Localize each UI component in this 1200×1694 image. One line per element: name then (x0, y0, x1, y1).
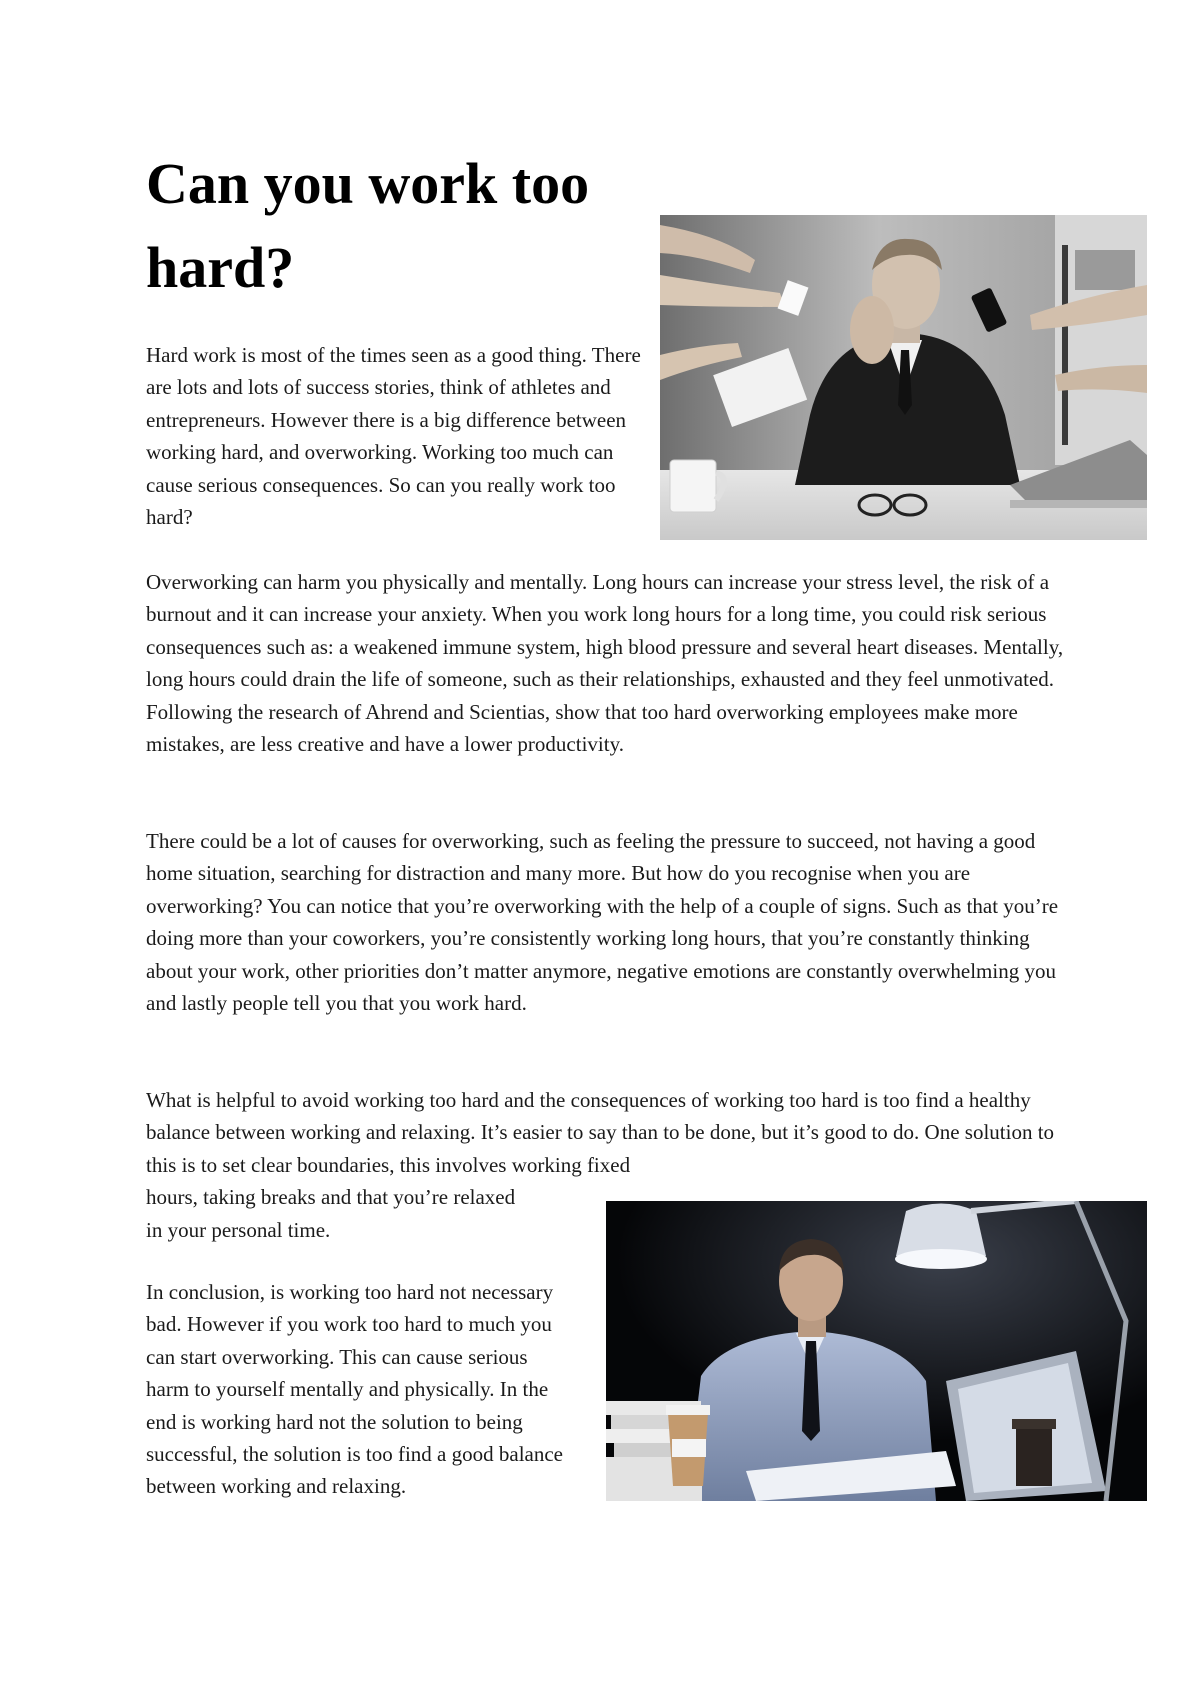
conclusion-paragraph: In conclusion, is working too hard not necessary bad. However if you work too hard to much you can start overworking. This can cause serious harm to yourself mentally and physically. In the end is working hard not the solution to being successful, the solution is too find a good balance between working and relaxing. (146, 1280, 563, 1499)
physical-mental-harm-paragraph: Overworking can harm you physically and mentally. Long hours can increase your stress level, the risk of a burnout and it can increase your anxiety. When you work long hours for a long time, you could risk serious consequences such as: a weakened immune system, high blood pressure and several heart diseases. Mentally, long hours could drain the life of someone, such as their relationships, exhausted and they feel unmotivated. Following the research of Ahrend and Scientias, show that too hard overworking employees make more mistakes, are less creative and have a lower productivity. (146, 570, 1064, 757)
man-working-late-at-night-photo (606, 1201, 1147, 1501)
balance-paragraph-main: What is helpful to avoid working too hard and the consequences of working too hard is too find a healthy balance between working and relaxing. It’s easier to say than to be done, but it’s good to do. One solution to this is to set clear boundaries, this involves working fixed (146, 1088, 1055, 1177)
causes-paragraph: There could be a lot of causes for overworking, such as feeling the pressure to succeed, not having a good home situation, searching for distraction and many more. But how do you recognise when you are overworking? You can notice that you’re overworking with the help of a couple of signs. Such as that you’re doing more than your coworkers, you’re consistently working long hours, that you’re constantly thinking about your work, other priorities don’t matter anymore, negative emotions are constantly overwhelming you and lastly people tell you that you work hard. (146, 829, 1059, 1016)
stressed-businessman-photo (660, 215, 1147, 540)
article-title: Can you work too hard? (146, 151, 590, 300)
balance-paragraph-line-a: hours, taking breaks and that you’re relaxed (146, 1185, 516, 1210)
intro-paragraph: Hard work is most of the times seen as a good thing. There are lots and lots of success stories, think of athletes and entrepreneurs. However there is a big difference between working hard, and overworking. Working too much can cause serious consequences. So can you really work too hard? (146, 343, 641, 530)
balance-paragraph-line-b: in your personal time. (146, 1217, 331, 1242)
